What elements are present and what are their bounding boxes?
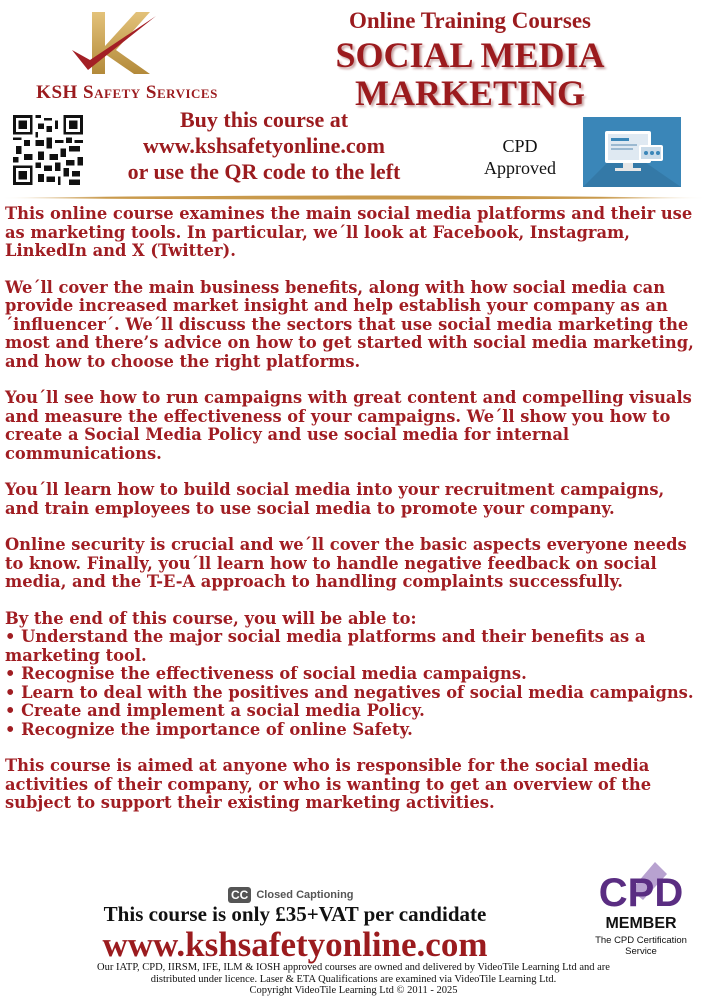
cpd-member-logo: [585, 860, 697, 960]
list-item: • Recognise the effectiveness of social media campaigns.: [5, 664, 527, 683]
list-item: • Understand the major social media platforms and their benefits as a marketing tool.: [5, 627, 646, 665]
buy-course-text: [86, 107, 442, 185]
buy-url-link[interactable]: www.kshsafetyonline.com: [142, 133, 385, 158]
website-link[interactable]: www.kshsafetyonline.com: [102, 925, 488, 964]
buy-line3: or use the QR code to the left: [127, 159, 401, 184]
cpd-logo-line1: The CPD Certification: [595, 935, 687, 946]
course-title: [275, 36, 665, 112]
cc-label: Closed Captioning: [256, 889, 354, 901]
cc-icon: CC: [228, 887, 251, 903]
buy-line1: Buy this course at: [179, 107, 349, 132]
paragraph-campaigns: You´ll see how to run campaigns with great content and compelling visuals and measure the effectiveness of your campaigns. We´ll show you how to create a Social Media Policy and use social media for internal communications.: [5, 388, 692, 463]
legal-notice: [20, 962, 687, 997]
list-item: • Learn to deal with the positives and negatives of social media campaigns.: [5, 682, 694, 702]
cpd-approved: [470, 135, 570, 179]
course-description: [5, 205, 703, 831]
outcomes-intro: By the end of this course, you will be able to:: [5, 608, 417, 628]
brand-suffix: Safety Services: [83, 82, 218, 103]
qr-code-icon[interactable]: [13, 115, 83, 185]
brand-prefix: KSH: [36, 82, 84, 103]
price-text: This course is only £35+VAT per candidate: [103, 902, 487, 926]
list-item: • Recognize the importance of online Safety.: [5, 719, 413, 739]
online-training-heading: Online Training Courses: [349, 8, 591, 33]
paragraph-audience: This course is aimed at anyone who is responsible for the social media activities of their company, or who is wanting to get an overview of the subject to support their existing marketing activities.: [5, 756, 652, 812]
legal-line1: Our IATP, CPD, IIRSM, IFE, ILM & IOSH approved courses are owned and delivered by VideoTile Learning Ltd and are: [97, 962, 610, 973]
list-item: • Create and implement a social media Policy.: [5, 701, 425, 720]
paragraph-security: Online security is crucial and we´ll cover the basic aspects everyone needs to know. Finally, you´ll learn how to handle negative feedback on social media, and the T-E-A approach to handling complaints successfully.: [5, 535, 687, 591]
brand-name: [12, 82, 242, 104]
paragraph-benefits: We´ll cover the main business benefits, along with how social media can provide increased market insight and help establish your company as an ´influencer´. We´ll discuss the sectors that use social media marketing the most and there’s advice on how to get started with social media marketing, and how to choose the right platforms.: [5, 277, 694, 371]
header-divider: [0, 193, 707, 203]
course-title-line1: SOCIAL MEDIA: [335, 35, 605, 75]
paragraph-recruitment: You´ll learn how to build social media into your recruitment campaigns, and train employees to use social media to promote your company.: [5, 480, 665, 518]
cpd-logo-member: MEMBER: [605, 915, 677, 932]
outcomes-list: [5, 628, 703, 739]
cpd-approved-line1: CPD: [502, 136, 538, 156]
cpd-logo-big: CPD: [598, 871, 684, 915]
social-media-course-icon: [583, 117, 681, 187]
copyright-line: Copyright VideoTile Learning Ltd © 2011 - 2025: [249, 985, 458, 996]
ksh-logo-icon: [66, 10, 162, 78]
cpd-approved-line2: Approved: [484, 158, 556, 178]
course-title-line2: MARKETING: [354, 73, 585, 113]
legal-line2: distributed under licence. Laser & ETA Qualifications are examined via VideoTile Learning Ltd.: [150, 973, 557, 985]
cpd-logo-line2: Service: [625, 946, 657, 957]
paragraph-intro: This online course examines the main social media platforms and their use as marketing tools. In particular, we´ll look at Facebook, Instagram, LinkedIn and X (Twitter).: [5, 204, 693, 260]
